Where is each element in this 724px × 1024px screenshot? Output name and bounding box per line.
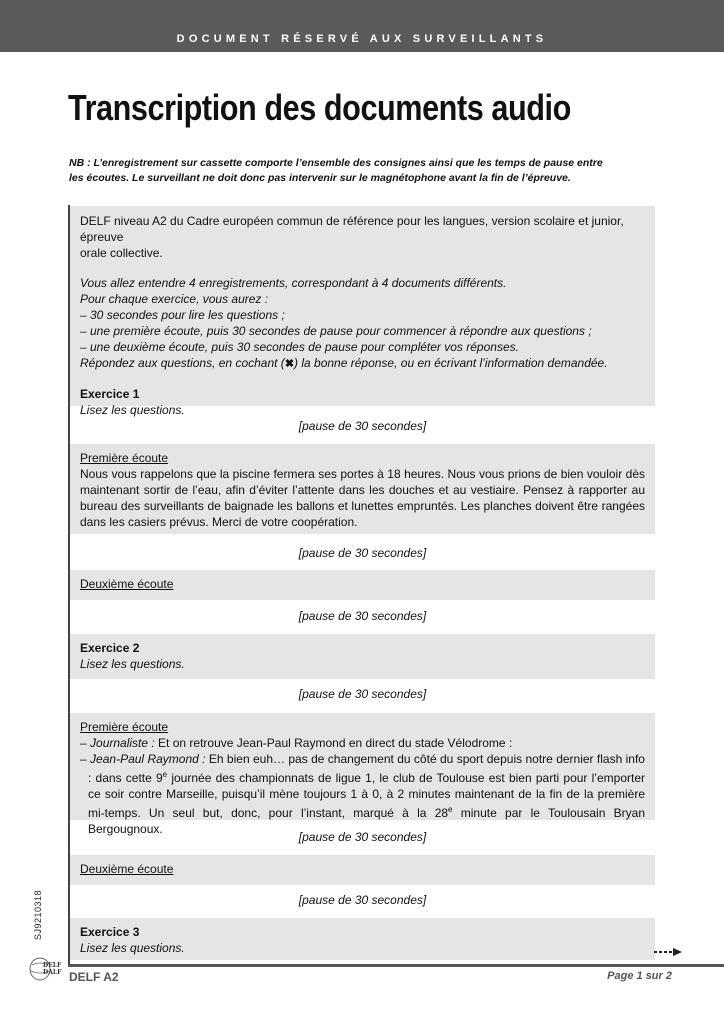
ex2-second-listening: [70, 855, 655, 885]
exercise-2-title: Exercice 2: [80, 641, 140, 655]
nb-line-2: les écoutes. Le surveillant ne doit donc pas intervenir sur le magnétophone avant la fin de l’épreuve.: [69, 172, 571, 184]
intro-line-2: orale collective.: [80, 246, 163, 260]
instruction-5: – une deuxième écoute, puis 30 secondes de pause pour compléter vos réponses.: [80, 340, 519, 354]
exercise-3-title: Exercice 3: [80, 925, 140, 939]
instruction-2: Pour chaque exercice, vous aurez :: [80, 292, 269, 306]
ex1-first-listening: [70, 444, 655, 534]
pause-3: [pause de 30 secondes]: [298, 609, 427, 623]
delf-dalf-logo-icon: [28, 955, 64, 983]
superscript-1: e: [162, 770, 168, 779]
pause-2: [pause de 30 secondes]: [298, 546, 427, 560]
second-listening-label-2: Deuxième écoute: [80, 862, 174, 876]
bottom-rule: [68, 964, 724, 967]
pause-5: [pause de 30 secondes]: [298, 830, 427, 844]
exercise-1-subtitle: Lisez les questions.: [80, 403, 185, 417]
intro-line-1: DELF niveau A2 du Cadre européen commun de référence pour les langues, version scolaire et junior, épreuve: [80, 214, 624, 244]
document-code: SJ9210318: [33, 889, 43, 940]
footer-page-number: Page 1 sur 2: [607, 970, 672, 982]
cross-icon: ✖: [284, 358, 295, 370]
exercise-2-subtitle: Lisez les questions.: [80, 657, 185, 671]
intro-block: [70, 206, 655, 417]
line-2-text-a: Eh bien euh… pas de changement du côté du sport depuis notre dernier flash info : dans cette 9: [88, 752, 645, 785]
speaker-journalist: Journaliste :: [90, 736, 155, 750]
speaker-raymond: Jean-Paul Raymond :: [90, 752, 206, 766]
nb-line-1: NB : L’enregistrement sur cassette comporte l’ensemble des consignes ainsi que les temps de pause entre: [69, 157, 603, 169]
first-listening-label: Première écoute: [80, 451, 169, 465]
line-1-text: Et on retrouve Jean-Paul Raymond en direct du stade Vélodrome :: [154, 736, 513, 750]
exercise-1-title: Exercice 1: [80, 387, 140, 401]
nb-note: [69, 156, 639, 186]
header-banner: [0, 0, 724, 52]
exercise-3-block: [70, 918, 655, 960]
instruction-6: [80, 355, 645, 372]
instruction-6a: Répondez aux questions, en cochant (: [80, 356, 285, 370]
line-2-text-c: minute par le Toulousain Bryan Bergougnoux.: [88, 806, 645, 836]
ex2-first-listening: [70, 713, 655, 836]
instruction-1: Vous allez entendre 4 enregistrements, correspondant à 4 documents différents.: [80, 276, 507, 290]
page-title: Transcription des documents audio: [68, 87, 571, 128]
superscript-2: e: [448, 805, 453, 814]
footer-level: DELF A2: [69, 970, 119, 984]
first-listening-label-2: Première écoute: [80, 720, 169, 734]
pause-1: [pause de 30 secondes]: [298, 419, 427, 433]
svg-text:DELF: DELF: [43, 962, 62, 969]
instruction-4: – une première écoute, puis 30 secondes de pause pour commencer à répondre aux questions ;: [80, 324, 592, 338]
dialogue-line-1: – Journaliste : Et on retrouve Jean-Paul Raymond en direct du stade Vélodrome :: [80, 736, 513, 750]
line-2-text-b: journée des championnats de ligue 1, le club de Toulouse est bien parti pour l’emporter ce soir contre Marseille, puisqu’il mène toujours 1 à 0, à 2 minutes maintenant de la fin de la première mi-temps. Un seul but, donc, pour l’instant, marqué à la 28: [88, 771, 645, 820]
instruction-6b: ) la bonne réponse, ou en écrivant l’information demandée.: [294, 356, 608, 370]
pause-6: [pause de 30 secondes]: [298, 893, 427, 907]
banner-text: DOCUMENT RÉSERVÉ AUX SURVEILLANTS: [176, 33, 548, 45]
exercise-2-block: [70, 634, 655, 679]
pause-4: [pause de 30 secondes]: [298, 687, 427, 701]
ex1-transcript: Nous vous rappelons que la piscine fermera ses portes à 18 heures. Nous vous prions de bien vouloir dès maintenant sortir de l’eau, afin d’éviter l’attente dans les douches et au vestiaire. Pensez à rapporter au bureau des surveillants de baignade les ballons et lunettes empruntés. Les planches doivent être rangées dans les casiers prévus. Merci de votre coopération.: [80, 467, 645, 529]
dialogue-line-2: – Jean-Paul Raymond : Eh bien euh… pas de changement du côté du sport depuis notre dernier flash info : dans cette 9e journée des championnats de ligue 1, le club de Toulouse est bien parti pour l’emporter ce soir contre Marseille, puisqu’il mène toujours 1 à 0, à 2 minutes maintenant de la fin de la première mi-temps. Un seul but, donc, pour l’instant, marqué à la 28e minute par le Toulousain Bryan Bergougnoux.: [80, 752, 645, 836]
ex1-second-listening: [70, 570, 655, 600]
exercise-3-subtitle: Lisez les questions.: [80, 941, 185, 955]
continue-arrow-icon: [654, 947, 684, 957]
second-listening-label: Deuxième écoute: [80, 577, 174, 591]
svg-text:DALF: DALF: [43, 969, 62, 976]
instruction-3: – 30 secondes pour lire les questions ;: [80, 308, 285, 322]
